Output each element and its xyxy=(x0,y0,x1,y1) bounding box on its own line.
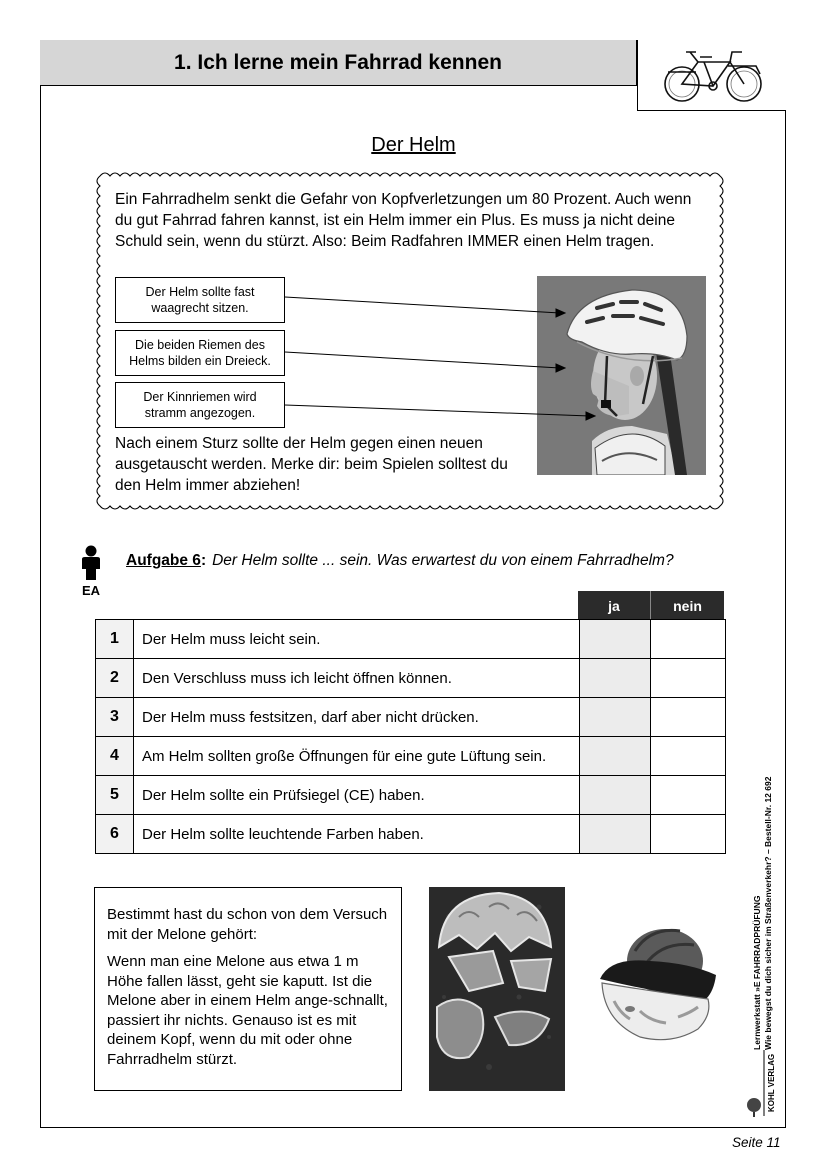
melon-intro: Bestimmt hast du schon von dem Versuch mit der Melone gehört: xyxy=(107,906,388,943)
person-icon xyxy=(78,545,104,581)
answer-cell-ja[interactable] xyxy=(580,776,651,815)
row-statement: Am Helm sollten große Öffnungen für eine gute Lüftung sein. xyxy=(134,737,580,776)
answer-cell-nein[interactable] xyxy=(651,737,726,776)
answer-cell-nein[interactable] xyxy=(651,776,726,815)
row-number: 6 xyxy=(96,815,134,854)
task-question: Der Helm sollte ... sein. Was erwartest du von einem Fahrradhelm? xyxy=(212,552,674,569)
publisher-sidebar xyxy=(752,705,792,1050)
series-title: Lernwerkstatt »E FAHRRADPRÜFUNG xyxy=(752,895,762,1050)
row-statement: Der Helm sollte ein Prüfsiegel (CE) haben. xyxy=(134,776,580,815)
girl-with-helmet-photo xyxy=(537,276,706,475)
label-helmet-level: Der Helm sollte fast waagrecht sitzen. xyxy=(115,277,285,323)
row-number: 5 xyxy=(96,776,134,815)
bicycle-icon xyxy=(638,40,785,109)
answer-cell-ja[interactable] xyxy=(580,737,651,776)
row-number: 1 xyxy=(96,620,134,659)
table-row xyxy=(96,659,726,698)
answer-cell-nein[interactable] xyxy=(651,815,726,854)
label-straps-triangle: Die beiden Riemen des Helms bilden ein Dreieck. xyxy=(115,330,285,376)
row-number: 3 xyxy=(96,698,134,737)
table-row xyxy=(96,776,726,815)
table-row xyxy=(96,620,726,659)
kohl-verlag-logo xyxy=(744,1050,784,1118)
page-title: 1. Ich lerne mein Fahrrad kennen xyxy=(174,50,502,74)
answer-cell-ja[interactable] xyxy=(580,815,651,854)
column-header-ja: ja xyxy=(578,591,650,620)
task-label: Aufgabe 6 xyxy=(126,552,201,569)
row-statement: Der Helm muss leicht sein. xyxy=(134,620,580,659)
section-title: Der Helm xyxy=(371,134,456,156)
answer-cell-nein[interactable] xyxy=(651,620,726,659)
page-number: Seite 11 xyxy=(732,1135,781,1150)
answer-cell-ja[interactable] xyxy=(580,698,651,737)
melon-experiment-box xyxy=(94,887,402,1091)
helmet-intro-text: Ein Fahrradhelm senkt die Gefahr von Kopfverletzungen um 80 Prozent. Auch wenn du gut Fahrrad fahren kannst, ist ein Helm immer ein Plus. Es muss ja nicht deine Schuld sein, wenn du stürzt. Also: Beim Radfahren IMMER einen Helm tragen. xyxy=(115,191,692,250)
svg-text:KOHL VERLAG: KOHL VERLAG xyxy=(767,1053,776,1112)
melon-explanation: Wenn man eine Melone aus etwa 1 m Höhe fallen lässt, geht sie kaputt. Ist die Melone aber in einem Helm ange-schnallt, passiert ihr nichts. Genauso ist es mit deinem Kopf, wenn du mit oder ohne Fahrradhelm stürzt. xyxy=(107,953,388,1068)
broken-melon-photo xyxy=(429,887,565,1091)
book-title: Wie bewegst du dich sicher im Straßenverkehr? – Bestell-Nr. 12 692 xyxy=(763,776,773,1050)
row-statement: Den Verschluss muss ich leicht öffnen können. xyxy=(134,659,580,698)
after-crash-text: Nach einem Sturz sollte der Helm gegen einen neuen ausgetauscht werden. Merke dir: beim Spielen solltest du den Helm immer abziehen! xyxy=(115,435,508,494)
row-statement: Der Helm sollte leuchtende Farben haben. xyxy=(134,815,580,854)
row-number: 2 xyxy=(96,659,134,698)
answer-cell-nein[interactable] xyxy=(651,659,726,698)
answer-cell-ja[interactable] xyxy=(580,659,651,698)
work-mode-badge: EA xyxy=(81,583,101,598)
column-header-nein: nein xyxy=(650,591,724,620)
answer-cell-ja[interactable] xyxy=(580,620,651,659)
table-row xyxy=(96,698,726,737)
melon-in-helmet-picture xyxy=(590,921,720,1046)
bicycle-picture-box xyxy=(637,40,786,111)
table-row xyxy=(96,737,726,776)
answer-cell-nein[interactable] xyxy=(651,698,726,737)
row-statement: Der Helm muss festsitzen, darf aber nicht drücken. xyxy=(134,698,580,737)
title-bar xyxy=(40,40,637,86)
row-number: 4 xyxy=(96,737,134,776)
label-chin-strap: Der Kinnriemen wird stramm angezogen. xyxy=(115,382,285,428)
question-table xyxy=(95,619,726,854)
task-heading xyxy=(126,552,674,570)
table-row xyxy=(96,815,726,854)
task-colon: : xyxy=(200,552,207,569)
